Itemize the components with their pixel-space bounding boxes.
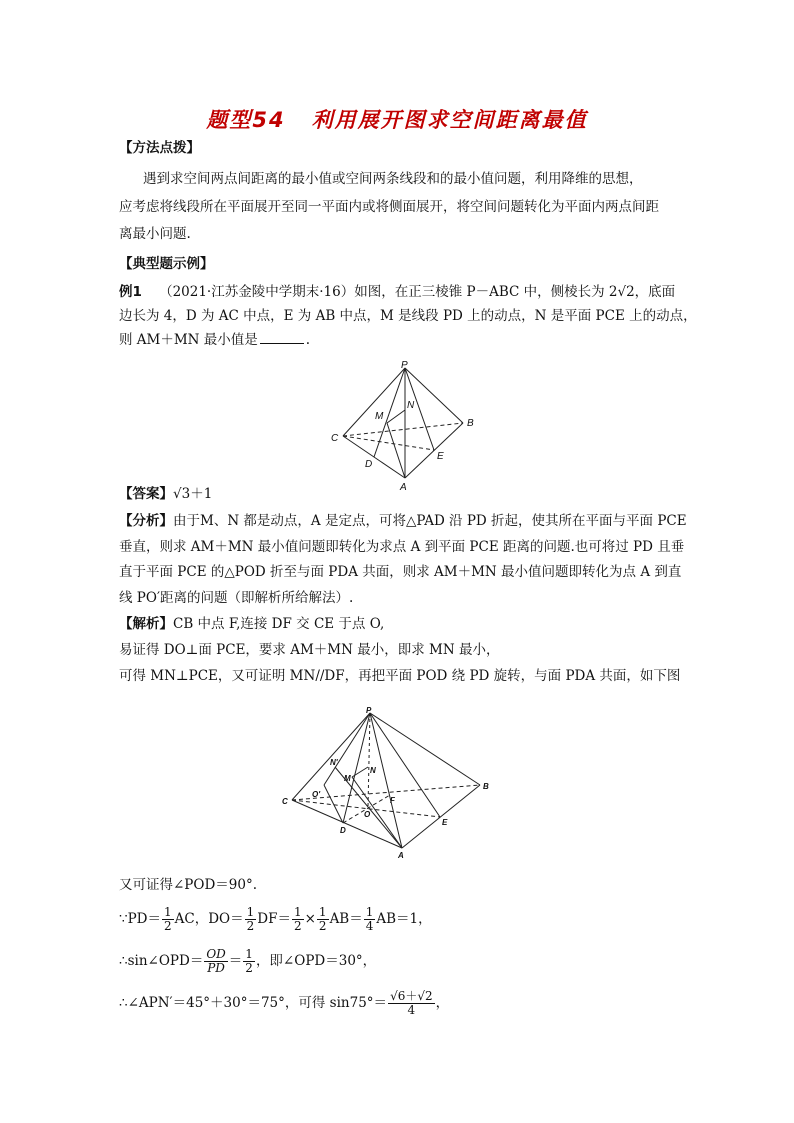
label-N: N [370,766,376,775]
edge-PB [405,368,463,423]
segment-PO [368,713,370,807]
answer-line [119,485,212,503]
fraction-half-2: $\frac{1}{2}$ [246,905,255,933]
answer-value: √3＋1 [173,486,213,502]
analysis-line-2: 垂直，则求 AM＋MN 最小值问题即转化为求点 A 到平面 PCE 距离的问题.也可将过 PD 且垂 [119,539,685,555]
edge-PC [292,713,370,800]
label-F: F [390,796,395,805]
label-P: P [401,360,408,371]
after-line-1: 又可证得∠POD＝90°. [119,877,258,893]
label-B: B [483,782,489,791]
edge-PB [370,713,480,785]
label-O: O [364,810,371,819]
fraction-half-5: $\frac{1}{2}$ [245,947,253,975]
eq4-part-angle: ∴∠APN′＝45°＋30°＝75°，可得 sin75°＝ [119,995,388,1011]
fraction-sin75: $\frac{√6+√2}{4}$ [390,989,433,1017]
fraction-half-3: $\frac{1}{2}$ [293,905,302,933]
solution-line-3: 可得 MN⊥PCE，又可证明 MN//DF，再把平面 POD 绕 PD 旋转，与面 PDA 共面，如下图 [119,668,681,684]
pyramid-figure-2 [280,705,495,860]
label-A: A [400,482,407,493]
title-part1: 题型54 [206,108,286,132]
edge-PC [343,368,405,436]
eq2-part-pd: ∵PD＝ [119,911,161,927]
label-M: M [375,411,384,422]
label-D: D [340,826,346,835]
solution-line-2: 易证得 DO⊥面 PCE，要求 AM＋MN 最小，即求 MN 最小， [119,642,500,658]
eq2-part-ac: AC，DO＝ [174,911,244,927]
segment-MN [352,767,368,777]
label-M: M [344,774,351,783]
segment-MA [387,423,405,478]
example-text-1: （2021·江苏金陵中学期末·16）如图，在正三棱锥 P－ABC 中，侧棱长为 2√2，底面 [159,284,676,300]
fraction-half-4: $\frac{1}{2}$ [318,905,327,933]
label-E: E [437,451,444,462]
label-N: N [407,400,415,411]
eq2-part-ab: AB＝ [329,911,363,927]
label-A: A [398,851,404,860]
title-part2: 利用展开图求空间距离最值 [311,108,588,132]
label-B: B [467,418,474,429]
label-E: E [442,818,448,827]
eq4-part-end: ， [435,995,450,1011]
edge-PA [370,713,402,848]
segment-CE [343,436,434,450]
edge-AB [402,785,480,848]
eq3-part-sin: ∴sin∠OPD＝ [119,953,204,969]
answer-blank [260,331,304,344]
segment-PE [370,713,440,817]
label-C: C [331,433,339,444]
method-line-3: 离最小问题. [119,226,191,242]
method-heading: 【方法点拨】 [119,140,200,156]
fraction-od-pd: $\frac{OD}{PD}$ [206,947,226,975]
eq2-part-end: AB＝1， [376,911,432,927]
after-line-3: ∴sin∠OPD＝ $\frac{OD}{PD}$ ＝ $\frac{1}{2}$ ，即∠OPD＝30°， [119,947,377,975]
solution-line-1 [119,615,384,633]
label-Nprime: N' [330,758,338,767]
after-line-2 [119,906,432,933]
solution-text-1: CB 中点 F,连接 DF 交 CE 于点 O, [173,616,385,632]
example-heading: 【典型题示例】 [119,256,214,272]
example-line-2: 边长为 4，D 为 AC 中点，E 为 AB 中点，M 是线段 PD 上的动点，N 是平面 PCE 上的动点， [119,308,697,324]
example-line-3: 则 AM＋MN 最小值是 . [119,332,311,348]
fraction-half-1: $\frac{1}{2}$ [164,905,172,933]
example-text-3: 则 AM＋MN 最小值是 [119,332,258,348]
label-P: P [366,706,372,715]
example-label: 例1 [119,284,142,300]
fraction-quarter: $\frac{1}{4}$ [365,905,374,933]
analysis-text-1: 由于M、N 都是动点，A 是定点，可将△PAD 沿 PD 折起，使其所在平面与平面 PCE [173,513,687,529]
example-line-1 [119,283,675,301]
label-D: D [365,459,373,470]
edge-CB [343,423,463,436]
pyramid-figure-1 [325,360,485,495]
method-line-2: 应考虑将线段所在平面展开至同一平面内或将侧面展开，将空间问题转化为平面内两点间距 [119,199,659,215]
label-C: C [282,797,288,806]
solution-label: 【解析】 [119,616,173,632]
method-line-1: 遇到求空间两点间距离的最小值或空间两条线段和的最小值问题，利用降维的思想， [143,171,643,187]
analysis-label: 【分析】 [119,513,173,529]
analysis-line-1 [119,512,687,530]
answer-label: 【答案】 [119,486,173,502]
label-Oprime: O' [312,790,321,799]
edge-AB [405,423,463,478]
analysis-line-3: 直于平面 PCE 的△POD 折至与面 PDA 共面，则求 AM＋MN 最小值问题即转化为点 A 到直 [119,564,682,580]
page-title [0,104,794,134]
analysis-line-4: 线 PO′距离的问题（即解析所给解法）. [119,590,354,606]
after-line-4 [119,990,449,1017]
eq2-part-times: × [304,911,316,927]
eq2-part-df: DF＝ [257,911,291,927]
eq3-part-end: ，即∠OPD＝30°， [255,953,377,969]
